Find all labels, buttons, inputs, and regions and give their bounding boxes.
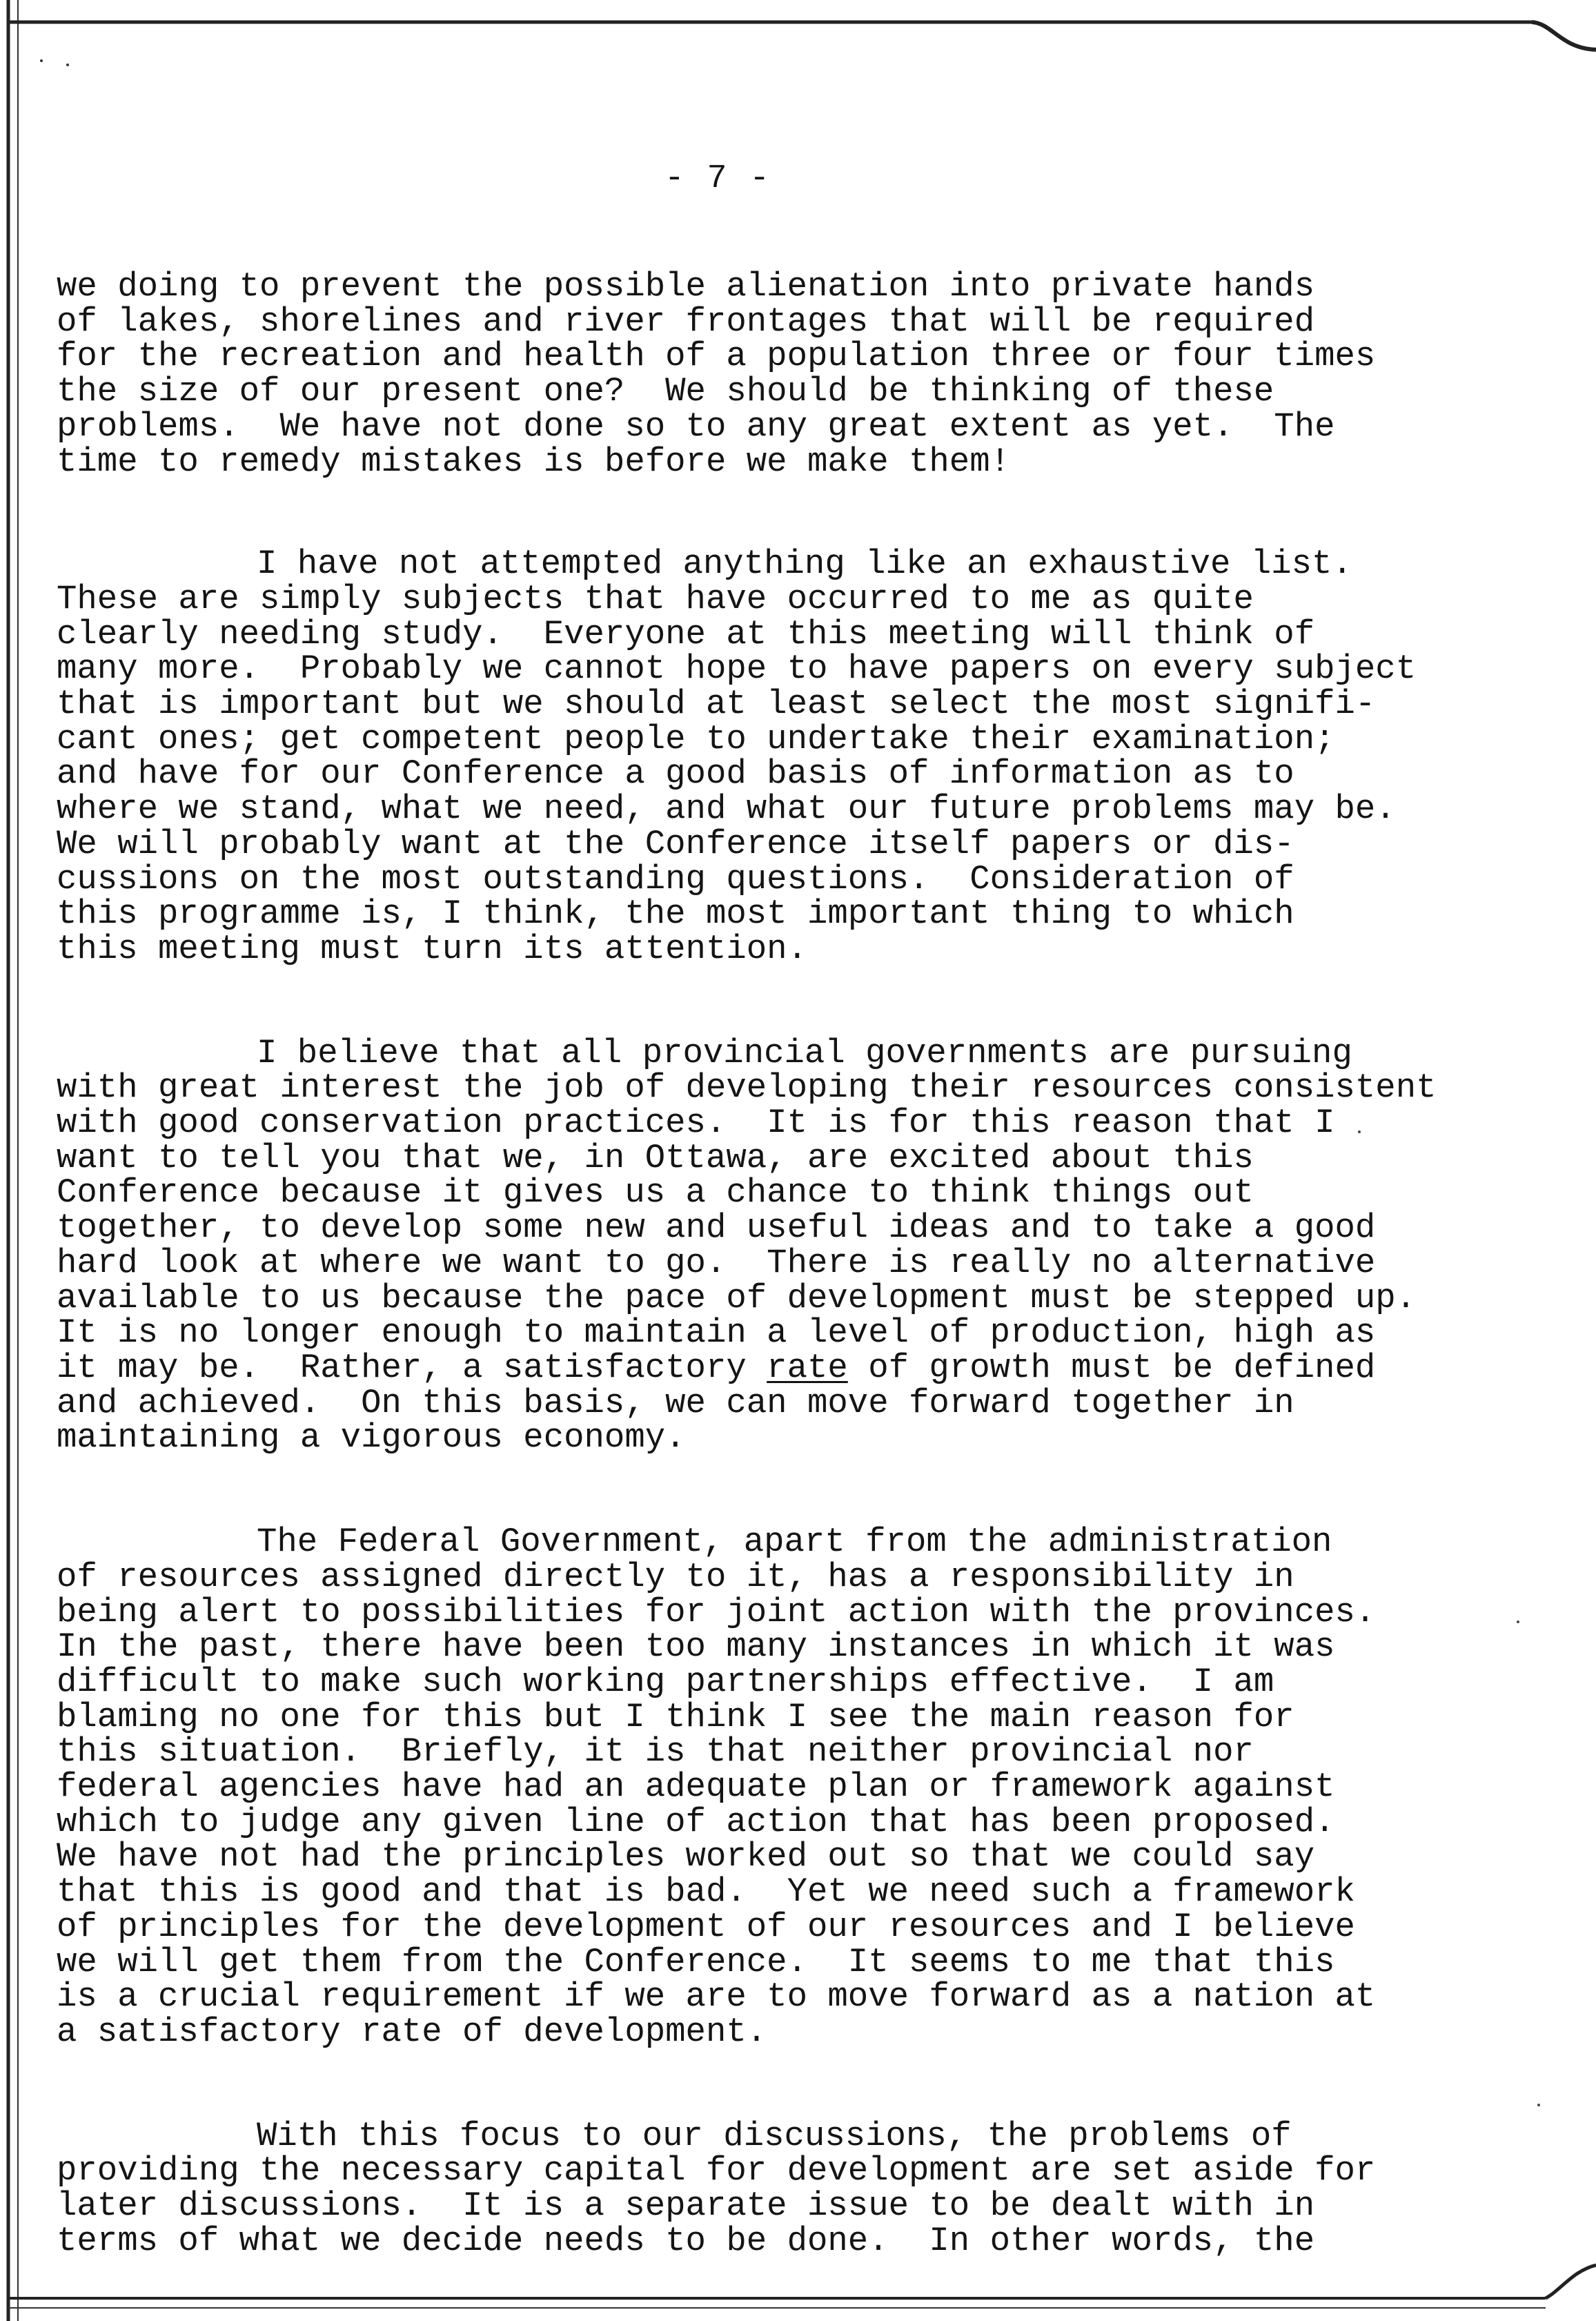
page-number: - 7 - [664,160,771,197]
underlined-word: rate [767,1348,848,1387]
text-line: difficult to make such working partnerships effective. I am [57,1662,1274,1701]
text-line: Conference because it gives us a chance to think things out [57,1173,1254,1213]
text-line: We will probably want at the Conference itself papers or dis- [57,824,1294,863]
text-line: many more. Probably we cannot hope to have papers on every subject [57,649,1417,689]
text-line: time to remedy mistakes is before we make them! [57,442,1011,481]
text-line: the size of our present one? We should be thinking of these [57,372,1274,411]
document-body [57,269,1499,2258]
text-line: available to us because the pace of development must be stepped up. [57,1278,1417,1318]
text-line: of principles for the development of our resources and I believe [57,1907,1355,1946]
text-line: federal agencies have had an adequate plan or framework against [57,1767,1335,1807]
text-line: In the past, there have been too many instances in which it was [57,1627,1335,1667]
text-line: and have for our Conference a good basis of information as to [57,754,1294,794]
text-line: I believe that all provincial governments are pursuing [257,1033,1352,1073]
text-line: this meeting must turn its attention. [57,929,807,968]
text-line: blaming no one for this but I think I see the main reason for [57,1697,1294,1736]
text-line: providing the necessary capital for development are set aside for [57,2151,1376,2191]
text-line: I have not attempted anything like an exhaustive list. [257,545,1352,584]
text-line: hard look at where we want to go. There is really no alternative [57,1243,1376,1282]
text-line: We have not had the principles worked out so that we could say [57,1837,1315,1877]
paragraph-3 [57,1033,1499,1458]
text-line: clearly needing study. Everyone at this meeting will think of [57,614,1315,654]
text-line: With this focus to our discussions, the problems of [257,2116,1292,2155]
text-line: which to judge any given line of action that has been proposed. [57,1802,1335,1841]
text-line-with-underline [57,1348,1499,1387]
text-line: for the recreation and health of a population three or four times [57,337,1376,376]
text-line: The Federal Government, apart from the administration [257,1522,1332,1562]
line-end: of growth must be defined [847,1348,1376,1387]
text-line: terms of what we decide needs to be done. In other words, the [57,2221,1315,2260]
text-line: cant ones; get competent people to undertake their examination; [57,719,1335,758]
text-line: that this is good and that is bad. Yet we need such a framework [57,1872,1355,1912]
paragraph-4 [57,1522,1499,2051]
text-line: being alert to possibilities for joint action with the provinces. [57,1592,1376,1632]
line-start: it may be. Rather, a satisfactory [57,1348,767,1387]
text-line: we doing to prevent the possible alienation into private hands [57,267,1315,306]
text-line: together, to develop some new and useful ideas and to take a good [57,1208,1376,1248]
text-line: with great interest the job of developing their resources consistent [57,1068,1437,1108]
text-line: and achieved. On this basis, we can move forward together in [57,1383,1294,1422]
text-line: this situation. Briefly, it is that neither provincial nor [57,1732,1254,1772]
paragraph-2 [57,547,1499,966]
text-line: later discussions. It is a separate issue to be dealt with in [57,2186,1315,2226]
text-line: These are simply subjects that have occurred to me as quite [57,579,1254,618]
text-line: this programme is, I think, the most important thing to which [57,894,1294,934]
text-line: with good conservation practices. It is for this reason that I [57,1104,1335,1143]
text-line: want to tell you that we, in Ottawa, are excited about this [57,1138,1254,1177]
text-line: where we stand, what we need, and what our future problems may be. [57,790,1396,829]
text-line: of lakes, shorelines and river frontages that will be required [57,302,1315,341]
text-line: a satisfactory rate of development. [57,2012,767,2051]
text-line: It is no longer enough to maintain a level of production, high as [57,1313,1376,1353]
text-line: problems. We have not done so to any great extent as yet. The [57,407,1335,446]
text-line: we will get them from the Conference. It seems to me that this [57,1942,1335,1981]
text-line: maintaining a vigorous economy. [57,1418,686,1458]
paragraph-5 [57,2116,1499,2260]
text-line: cussions on the most outstanding questions. Consideration of [57,859,1294,899]
text-line: is a crucial requirement if we are to move forward as a nation at [57,1977,1376,2017]
text-line: of resources assigned directly to it, has a responsibility in [57,1557,1294,1596]
paragraph-1 [57,269,1499,479]
text-line: that is important but we should at least select the most signifi- [57,685,1376,724]
